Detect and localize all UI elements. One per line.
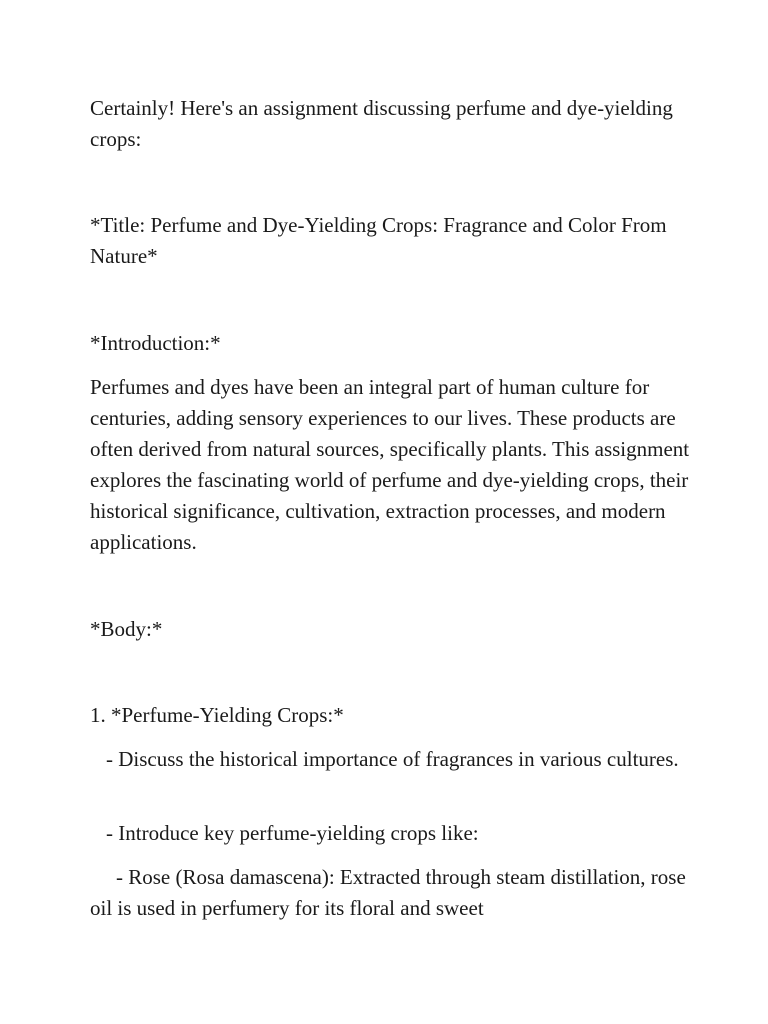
list-item-sub: - Rose (Rosa damascena): Extracted through steam distillation, rose oil is used in perfumery for its floral and sweet xyxy=(90,865,686,920)
list-item: - Discuss the historical importance of fragrances in various cultures. xyxy=(106,747,679,771)
introduction-heading: *Introduction:* xyxy=(90,331,221,355)
intro-line: Certainly! Here's an assignment discussing perfume and dye-yielding crops: xyxy=(90,96,673,151)
body-heading: *Body:* xyxy=(90,617,163,641)
document-title: *Title: Perfume and Dye-Yielding Crops: Fragrance and Color From Nature* xyxy=(90,213,667,268)
list-item: - Introduce key perfume-yielding crops like: xyxy=(106,821,479,845)
introduction-paragraph: Perfumes and dyes have been an integral part of human culture for centuries, adding sensory experiences to our lives. These products are often derived from natural sources, specifically plants. This assignment explores the fascinating world of perfume and dye-yielding crops, their historical significance, cultivation, extraction processes, and modern applications. xyxy=(90,375,690,554)
section-heading-perfume-crops: 1. *Perfume-Yielding Crops:* xyxy=(90,703,344,727)
